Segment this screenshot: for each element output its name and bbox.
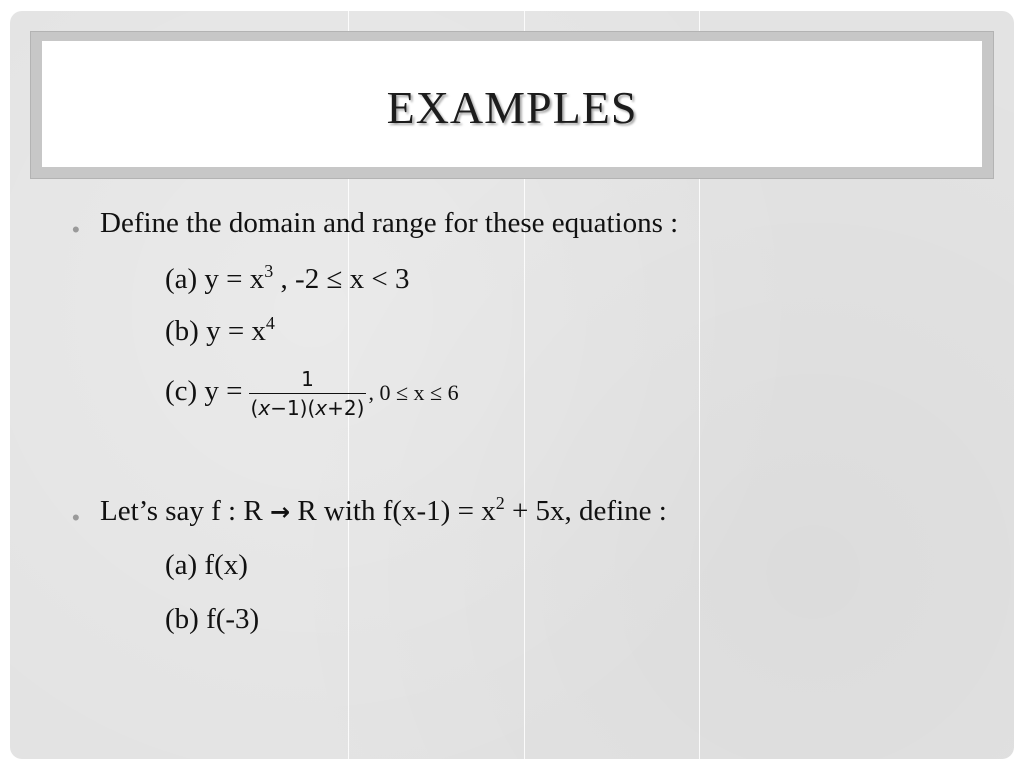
equation-a	[165, 263, 409, 296]
den-middle: −1)(	[270, 396, 316, 420]
equation-c-suffix: , 0 ≤ x ≤ 6	[368, 380, 459, 406]
den-open: (	[250, 396, 259, 420]
equation-c	[165, 367, 459, 420]
equation-b-exponent: 4	[265, 313, 275, 333]
function-a: (a) f(x)	[165, 549, 248, 581]
equation-a-prefix: (a) y = x	[165, 263, 265, 295]
right-arrow-icon: →	[269, 498, 291, 526]
bullet-2-middle: R with f(x-1) = x	[290, 495, 496, 527]
den-var-x: x	[315, 396, 328, 420]
equation-a-exponent: 3	[264, 261, 274, 281]
slide-content	[10, 11, 1014, 759]
den-var-x: x	[258, 396, 271, 420]
bullet-2-suffix: + 5x, define :	[504, 495, 667, 527]
bullet-2-text	[100, 495, 667, 528]
den-close: +2)	[327, 396, 365, 420]
bullet-1-text: Define the domain and range for these equations :	[100, 207, 679, 239]
equation-c-prefix: (c) y =	[165, 375, 243, 408]
function-b: (b) f(-3)	[165, 603, 260, 635]
slide-title: EXAMPLES	[386, 81, 638, 133]
bullet-marker: •	[72, 505, 80, 530]
equation-b-prefix: (b) y = x	[165, 315, 266, 347]
bullet-2-exponent: 2	[495, 493, 505, 513]
equation-b	[165, 315, 275, 348]
equation-a-suffix: , -2 ≤ x < 3	[273, 263, 410, 295]
fraction-numerator: 1	[249, 367, 367, 394]
bullet-marker: •	[72, 217, 80, 242]
fraction	[249, 367, 367, 420]
slide	[10, 11, 1014, 759]
fraction-denominator	[249, 394, 367, 420]
bullet-2-prefix: Let’s say f : R	[100, 495, 270, 527]
